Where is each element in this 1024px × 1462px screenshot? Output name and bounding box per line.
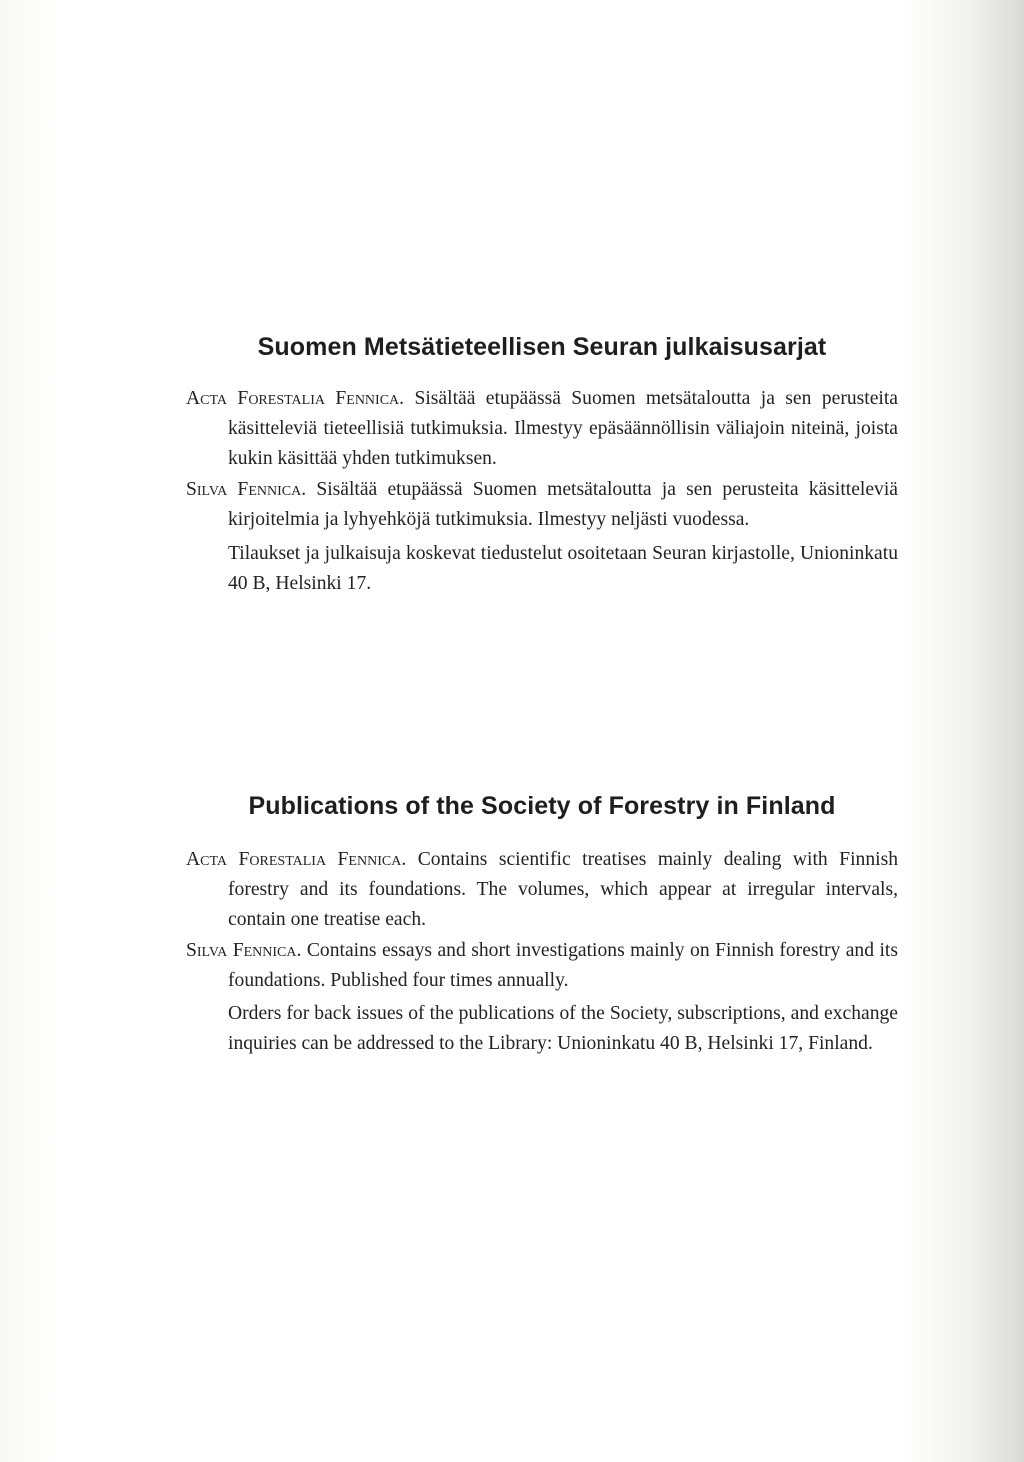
series-name: Silva Fennica. xyxy=(186,940,302,961)
english-heading: Publications of the Society of Forestry in Finland xyxy=(248,792,836,820)
english-orders-note: Orders for back issues of the publications of the Society, subscriptions, and exchange inquiries can be addressed to the Library: Unioninkatu 40 B, Helsinki 17, Finland. xyxy=(228,1003,898,1054)
silva-fennica-fi-entry xyxy=(186,475,898,535)
series-name: Silva Fennica. xyxy=(186,479,307,500)
series-description: Contains scientific treatises mainly dealing with Finnish forestry and its foundations. The volumes, which appear at irregular intervals, contain one treatise each. xyxy=(228,849,898,930)
finnish-orders-note: Tilaukset ja julkaisuja koskevat tiedustelut osoitetaan Seuran kirjastolle, Unioninkatu 40 B, Helsinki 17. xyxy=(228,543,898,594)
series-name: Acta Forestalia Fennica. xyxy=(186,388,405,409)
acta-forestalia-fennica-fi-entry xyxy=(186,384,898,474)
acta-forestalia-fennica-en-entry xyxy=(186,845,898,935)
series-description: Sisältää etupäässä Suomen metsätaloutta ja sen perusteita käsitteleviä tieteellisiä tutkimuksia. Ilmestyy epäsäännöllisin väliajoin niteinä, joista kukin käsittää yhden tutkimuksen. xyxy=(228,388,898,469)
series-description: Sisältää etupäässä Suomen metsätaloutta ja sen perusteita käsitteleviä kirjoitelmia ja lyhyehköjä tutkimuksia. Ilmestyy neljästi vuodessa. xyxy=(228,479,898,530)
series-description: Contains essays and short investigations mainly on Finnish forestry and its foundations. Published four times annually. xyxy=(228,940,898,991)
finnish-heading: Suomen Metsätieteellisen Seuran julkaisusarjat xyxy=(257,333,827,361)
english-publications-section xyxy=(186,792,898,1060)
silva-fennica-en-entry xyxy=(186,936,898,996)
series-name: Acta Forestalia Fennica. xyxy=(186,849,407,870)
finnish-publications-section xyxy=(186,333,898,600)
